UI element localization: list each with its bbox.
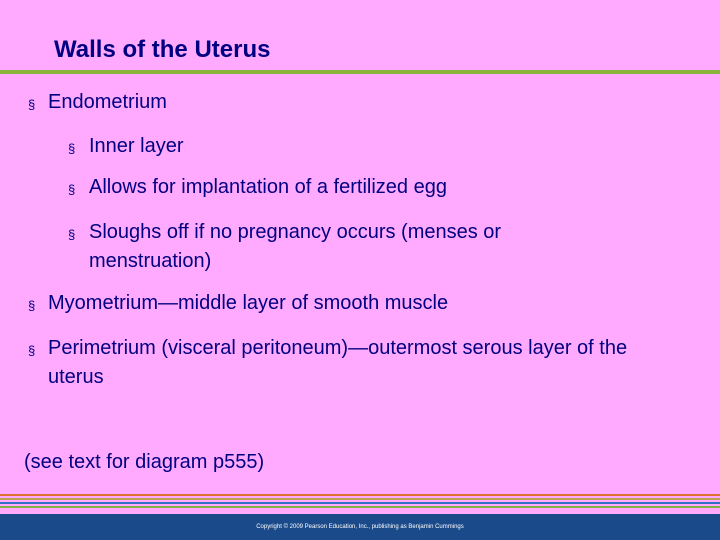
bullet-marker-icon: § — [68, 182, 76, 197]
bullet-text: Inner layer — [89, 135, 184, 157]
bullet-endometrium — [28, 88, 678, 117]
sub-bullet-sloughs-off — [68, 218, 628, 276]
sub-bullet-implantation — [68, 173, 668, 202]
bullet-marker-icon: § — [28, 97, 36, 112]
title-underline — [0, 70, 720, 74]
bullet-text: Perimetrium (visceral peritoneum)—outermost serous layer of the uterus — [48, 337, 628, 388]
bullet-text: Myometrium—middle layer of smooth muscle — [48, 292, 449, 314]
copyright-text: Copyright © 2009 Pearson Education, Inc., publishing as Benjamin Cummings — [256, 524, 464, 530]
footer-stripe — [0, 494, 720, 496]
bullet-text: Endometrium — [48, 91, 167, 113]
bullet-marker-icon: § — [68, 141, 76, 156]
bullet-marker-icon: § — [28, 298, 36, 313]
footer-stripe — [0, 506, 720, 508]
sub-bullet-inner-layer — [68, 132, 668, 161]
bullet-text: Allows for implantation of a fertilized egg — [89, 176, 447, 198]
slide-title: Walls of the Uterus — [54, 36, 271, 63]
diagram-reference-note: (see text for diagram p555) — [24, 451, 265, 473]
bullet-myometrium — [28, 289, 678, 318]
bullet-marker-icon: § — [28, 343, 36, 358]
footer-stripe — [0, 498, 720, 500]
bullet-text: Sloughs off if no pregnancy occurs (menses or menstruation) — [89, 221, 502, 272]
bullet-perimetrium — [28, 334, 678, 392]
bullet-marker-icon: § — [68, 227, 76, 242]
footer-stripe — [0, 502, 720, 504]
